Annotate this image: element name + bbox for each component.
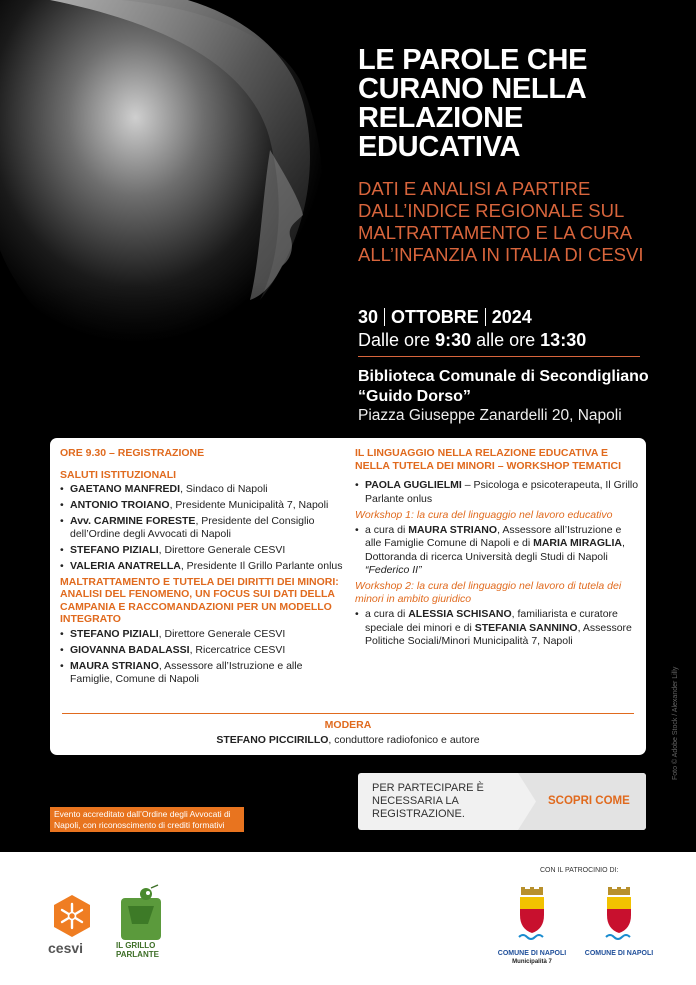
coat-of-arms-icon bbox=[602, 887, 636, 943]
venue-name: Biblioteca Comunale di Secondigliano “Guido Dorso” bbox=[358, 368, 649, 405]
photo-credit: Foto © Adobe Stock / Alexander Lilly bbox=[672, 666, 679, 780]
list-item: • PAOLA GUGLIELMI – Psicologa e psicoterapeuta, Il Grillo Parlante onlus bbox=[355, 479, 640, 506]
list-item: • a cura di MAURA STRIANO, Assessore all’Istruzione e alle Famiglie Comune di Napoli e di MARIA MIRAGLIA, Dottoranda di ricerca Università degli Studi di Napoli “Federico II” bbox=[355, 524, 640, 578]
session1-heading: MALTRATTAMENTO E TUTELA DEI DIRITTI DEI MINORI: ANALISI DEL FENOMENO, UN FOCUS SUI DATI DELLA CAMPANIA E RACCOMANDAZIONI PER UN MODELLO INTEGRATO bbox=[60, 575, 339, 626]
comune-napoli-municipalita-7 bbox=[495, 887, 569, 965]
date-day: 30 bbox=[358, 307, 379, 327]
comune1-name: COMUNE DI NAPOLI bbox=[497, 950, 567, 957]
session1-list bbox=[60, 628, 345, 687]
event-title: LE PAROLE CHE CURANO NELLA RELAZIONE EDUCATIVA bbox=[358, 44, 588, 163]
event-date bbox=[358, 307, 532, 328]
accreditation-note: Evento accreditato dall’Ordine degli Avvocati di Napoli, con riconoscimento di crediti formativi bbox=[50, 807, 244, 832]
list-item: • a cura di ALESSIA SCHISANO, familiarista e curatore speciale dei minori e di STEFANIA SANNINO, Assessore Politiche Sociali/Minori Municipalità 7, Napoli bbox=[355, 608, 640, 649]
orange-divider bbox=[358, 356, 640, 357]
comune1-sub: Municipalità 7 bbox=[512, 959, 552, 965]
program-card bbox=[50, 438, 646, 755]
program-left-column bbox=[60, 447, 345, 689]
list-item: • Avv. CARMINE FORESTE, Presidente del Consiglio dell’Ordine degli Avvocati di Napoli bbox=[60, 515, 345, 542]
date-separator bbox=[384, 308, 385, 326]
date-month: OTTOBRE bbox=[391, 307, 479, 327]
session2-list bbox=[355, 479, 640, 506]
coat-of-arms-icon bbox=[515, 887, 549, 943]
date-separator bbox=[485, 308, 486, 326]
cesvi-logo-icon bbox=[50, 894, 94, 938]
list-item: • VALERIA ANATRELLA, Presidente Il Grillo Parlante onlus bbox=[60, 560, 345, 574]
patronage-label: CON IL PATROCINIO DI: bbox=[540, 867, 619, 874]
list-item: • STEFANO PIZIALI, Direttore Generale CESVI bbox=[60, 628, 345, 642]
comune-napoli bbox=[582, 887, 656, 957]
workshop2-list bbox=[355, 608, 640, 649]
moderator-label: MODERA bbox=[324, 719, 372, 731]
greetings-heading: SALUTI ISTITUZIONALI bbox=[60, 468, 177, 481]
time-prefix: Dalle ore bbox=[358, 330, 431, 350]
date-year: 2024 bbox=[491, 307, 532, 327]
time-start: 9:30 bbox=[435, 330, 472, 350]
list-item: • STEFANO PIZIALI, Direttore Generale CESVI bbox=[60, 544, 345, 558]
grillo-wordmark: IL GRILLO PARLANTE bbox=[116, 941, 159, 959]
time-end: 13:30 bbox=[540, 330, 587, 350]
list-item: • GIOVANNA BADALASSI, Ricercatrice CESVI bbox=[60, 644, 345, 658]
footer bbox=[0, 852, 696, 985]
grillo-parlante-logo-icon bbox=[118, 884, 164, 940]
scopri-come-link[interactable]: SCOPRI COME bbox=[548, 795, 630, 807]
workshop2-heading: Workshop 2: la cura del linguaggio nel lavoro di tutela dei minori in ambito giuridico bbox=[355, 580, 622, 606]
cta-text: PER PARTECIPARE È NECESSARIA LA REGISTRAZIONE. bbox=[372, 782, 484, 820]
list-item: • MAURA STRIANO, Assessore all’Istruzione e alle Famiglie, Comune di Napoli bbox=[60, 660, 345, 687]
cesvi-wordmark: cesvi bbox=[48, 940, 84, 956]
list-item: • ANTONIO TROIANO, Presidente Municipalità 7, Napoli bbox=[60, 499, 345, 513]
greetings-list bbox=[60, 483, 345, 573]
time-mid: alle ore bbox=[476, 330, 536, 350]
event-subtitle: DATI E ANALISI A PARTIRE DALL’INDICE REGIONALE SUL MALTRATTAMENTO E LA CURA ALL’INFANZIA IN ITALIA DI CESVI bbox=[358, 178, 644, 265]
registration-cta[interactable] bbox=[358, 773, 646, 830]
workshop1-heading: Workshop 1: la cura del linguaggio nel lavoro educativo bbox=[355, 508, 613, 521]
session2-heading: IL LINGUAGGIO NELLA RELAZIONE EDUCATIVA E NELLA TUTELA DEI MINORI – WORKSHOP TEMATICI bbox=[355, 447, 621, 472]
program-right-column bbox=[355, 447, 640, 651]
moderator-divider bbox=[62, 713, 634, 714]
event-time bbox=[358, 330, 586, 351]
moderator-text: STEFANO PICCIRILLO, conduttore radiofonico e autore bbox=[216, 734, 480, 746]
venue-address: Piazza Giuseppe Zanardelli 20, Napoli bbox=[358, 407, 622, 424]
comune2-name: COMUNE DI NAPOLI bbox=[584, 950, 654, 957]
list-item: • GAETANO MANFREDI, Sindaco di Napoli bbox=[60, 483, 345, 497]
registration-heading: ORE 9.30 – REGISTRAZIONE bbox=[60, 447, 205, 459]
workshop1-list bbox=[355, 524, 640, 578]
child-profile-photo bbox=[0, 0, 420, 470]
moderator-block bbox=[50, 719, 646, 746]
